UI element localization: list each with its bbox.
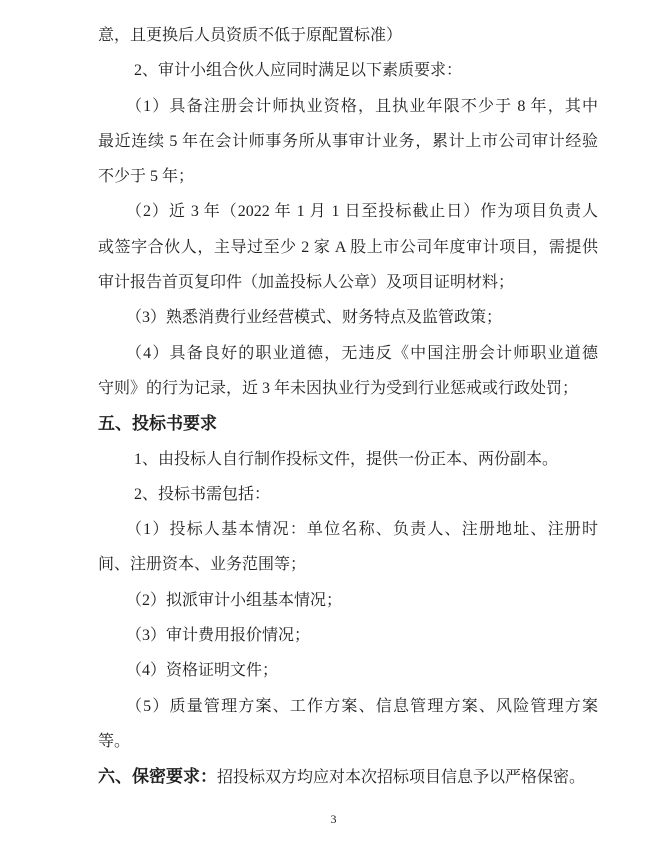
text-line-continuation: 审计报告首页复印件（加盖投标人公章）及项目证明材料； [98, 274, 515, 292]
text-line-continuation: 间、注册资本、业务范围等； [98, 556, 307, 574]
text-line-subitem-5: （5）质量管理方案、工作方案、信息管理方案、风险管理方案 [126, 697, 598, 715]
text-line-continuation: 最近连续 5 年在会计师事务所从事审计业务，累计上市公司审计经验 [98, 132, 598, 150]
section-heading-confidentiality: 六、保密要求： [98, 767, 217, 787]
text-line-continuation: 或签字合伙人，主导过至少 2 家 A 股上市公司年度审计项目，需提供 [98, 238, 598, 256]
text-line-continuation: 守则》的行为记录，近 3 年未因执业行为受到行业惩戒或行政处罚； [98, 379, 579, 397]
section-heading-bid-document-requirements: 五、投标书要求 [98, 414, 217, 434]
confidentiality-text: 招投标双方均应对本次招标项目信息予以严格保密。 [217, 769, 586, 787]
text-line-subitem-4: （4）具备良好的职业道德，无违反《中国注册会计师职业道德 [126, 344, 598, 362]
text-line-continuation: 不少于 5 年； [98, 168, 195, 186]
text-line-subitem-3: （3）熟悉消费行业经营模式、财务特点及监管政策； [126, 309, 503, 327]
section-line-confidentiality [98, 759, 598, 794]
text-line-subitem-3: （3）审计费用报价情况； [126, 627, 311, 645]
text-line-subitem-4: （4）资格证明文件； [126, 662, 279, 680]
text-line-continuation: 等。 [98, 732, 131, 750]
text-line-subitem-2: （2）拟派审计小组基本情况； [126, 591, 343, 609]
text-line-subitem-1: （1）投标人基本情况：单位名称、负责人、注册地址、注册时 [126, 521, 598, 539]
document-text-block [98, 18, 598, 795]
text-line-subitem-2: （2）近 3 年（2022 年 1 月 1 日至投标截止日）作为项目负责人 [126, 203, 598, 221]
text-line-item-2: 2、审计小组合伙人应同时满足以下素质要求： [134, 62, 463, 80]
text-line-item-1: 1、由投标人自行制作投标文件，提供一份正本、两份副本。 [134, 450, 559, 468]
text-line-continuation: 意，且更换后人员资质不低于原配置标准） [98, 27, 403, 44]
text-line-subitem-1: （1）具备注册会计师执业资格，且执业年限不少于 8 年，其中 [126, 97, 598, 115]
text-line-item-2: 2、投标书需包括： [134, 485, 271, 503]
page-number: 3 [330, 812, 337, 826]
